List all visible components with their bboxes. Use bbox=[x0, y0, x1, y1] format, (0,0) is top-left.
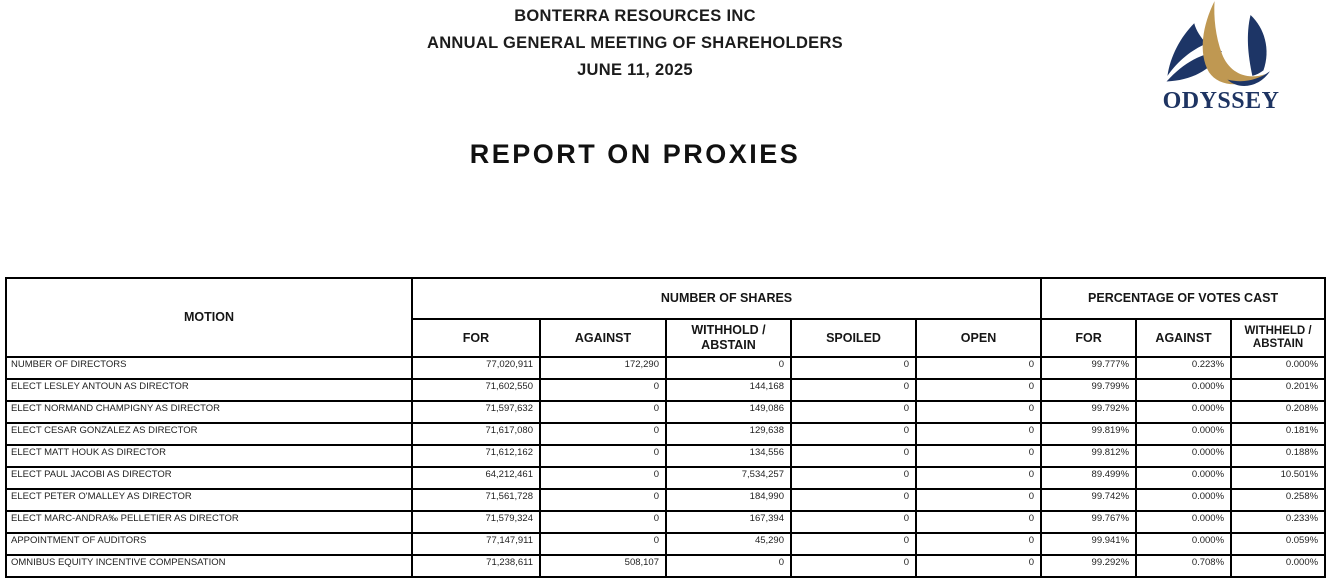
value-cell: 77,020,911 bbox=[412, 357, 540, 379]
value-cell: 0 bbox=[791, 511, 916, 533]
value-cell: 89.499% bbox=[1041, 467, 1136, 489]
value-cell: 0.188% bbox=[1231, 445, 1325, 467]
table-row bbox=[6, 423, 1325, 445]
value-cell: 167,394 bbox=[666, 511, 791, 533]
value-cell: 99.767% bbox=[1041, 511, 1136, 533]
shares-against-header: AGAINST bbox=[540, 319, 666, 357]
value-cell: 129,638 bbox=[666, 423, 791, 445]
value-cell: 71,579,324 bbox=[412, 511, 540, 533]
motion-cell: ELECT PETER O'MALLEY AS DIRECTOR bbox=[6, 489, 412, 511]
motion-cell: ELECT NORMAND CHAMPIGNY AS DIRECTOR bbox=[6, 401, 412, 423]
value-cell: 71,612,162 bbox=[412, 445, 540, 467]
value-cell: 64,212,461 bbox=[412, 467, 540, 489]
motion-cell: ELECT PAUL JACOBI AS DIRECTOR bbox=[6, 467, 412, 489]
value-cell: 0.000% bbox=[1231, 357, 1325, 379]
value-cell: 10.501% bbox=[1231, 467, 1325, 489]
value-cell: 99.812% bbox=[1041, 445, 1136, 467]
table-row bbox=[6, 489, 1325, 511]
value-cell: 0 bbox=[666, 357, 791, 379]
shares-group-header: NUMBER OF SHARES bbox=[412, 278, 1041, 319]
value-cell: 0 bbox=[540, 423, 666, 445]
value-cell: 0 bbox=[791, 445, 916, 467]
value-cell: 0.181% bbox=[1231, 423, 1325, 445]
value-cell: 0 bbox=[791, 423, 916, 445]
value-cell: 144,168 bbox=[666, 379, 791, 401]
value-cell: 99.292% bbox=[1041, 555, 1136, 577]
pct-for-header: FOR bbox=[1041, 319, 1136, 357]
value-cell: 0 bbox=[540, 467, 666, 489]
value-cell: 184,990 bbox=[666, 489, 791, 511]
value-cell: 0.000% bbox=[1136, 511, 1231, 533]
motion-cell: ELECT LESLEY ANTOUN AS DIRECTOR bbox=[6, 379, 412, 401]
value-cell: 0.208% bbox=[1231, 401, 1325, 423]
value-cell: 0 bbox=[666, 555, 791, 577]
shares-for-header: FOR bbox=[412, 319, 540, 357]
value-cell: 99.742% bbox=[1041, 489, 1136, 511]
value-cell: 99.941% bbox=[1041, 533, 1136, 555]
odyssey-sail-icon bbox=[1161, 1, 1281, 89]
value-cell: 71,617,080 bbox=[412, 423, 540, 445]
value-cell: 71,561,728 bbox=[412, 489, 540, 511]
shares-withhold-header: WITHHOLD / ABSTAIN bbox=[666, 319, 791, 357]
value-cell: 0 bbox=[916, 379, 1041, 401]
value-cell: 0.000% bbox=[1136, 423, 1231, 445]
table-row bbox=[6, 533, 1325, 555]
value-cell: 0 bbox=[791, 379, 916, 401]
value-cell: 0.059% bbox=[1231, 533, 1325, 555]
table-row bbox=[6, 445, 1325, 467]
value-cell: 0.000% bbox=[1136, 379, 1231, 401]
value-cell: 99.819% bbox=[1041, 423, 1136, 445]
value-cell: 172,290 bbox=[540, 357, 666, 379]
document-header bbox=[0, 8, 1270, 89]
value-cell: 71,597,632 bbox=[412, 401, 540, 423]
company-name: BONTERRA RESOURCES INC bbox=[514, 7, 756, 25]
value-cell: 0 bbox=[916, 401, 1041, 423]
value-cell: 0.708% bbox=[1136, 555, 1231, 577]
motion-column-header: MOTION bbox=[6, 278, 412, 357]
value-cell: 0 bbox=[540, 445, 666, 467]
table-row bbox=[6, 357, 1325, 379]
motion-cell: ELECT MATT HOUK AS DIRECTOR bbox=[6, 445, 412, 467]
value-cell: 0 bbox=[916, 533, 1041, 555]
value-cell: 0.201% bbox=[1231, 379, 1325, 401]
value-cell: 0.000% bbox=[1136, 401, 1231, 423]
value-cell: 0 bbox=[540, 401, 666, 423]
value-cell: 0 bbox=[791, 467, 916, 489]
motion-cell: NUMBER OF DIRECTORS bbox=[6, 357, 412, 379]
value-cell: 77,147,911 bbox=[412, 533, 540, 555]
value-cell: 0 bbox=[791, 357, 916, 379]
shares-spoiled-header: SPOILED bbox=[791, 319, 916, 357]
value-cell: 149,086 bbox=[666, 401, 791, 423]
meeting-date: JUNE 11, 2025 bbox=[577, 61, 693, 79]
value-cell: 71,602,550 bbox=[412, 379, 540, 401]
value-cell: 7,534,257 bbox=[666, 467, 791, 489]
value-cell: 0 bbox=[916, 357, 1041, 379]
value-cell: 0 bbox=[540, 379, 666, 401]
value-cell: 0.233% bbox=[1231, 511, 1325, 533]
value-cell: 99.792% bbox=[1041, 401, 1136, 423]
value-cell: 0.000% bbox=[1231, 555, 1325, 577]
value-cell: 0 bbox=[916, 511, 1041, 533]
value-cell: 99.799% bbox=[1041, 379, 1136, 401]
odyssey-logo bbox=[1152, 1, 1290, 113]
value-cell: 71,238,611 bbox=[412, 555, 540, 577]
table-row bbox=[6, 379, 1325, 401]
value-cell: 0.000% bbox=[1136, 445, 1231, 467]
table-row bbox=[6, 555, 1325, 577]
pct-group-header: PERCENTAGE OF VOTES CAST bbox=[1041, 278, 1325, 319]
value-cell: 0.000% bbox=[1136, 467, 1231, 489]
motion-cell: OMNIBUS EQUITY INCENTIVE COMPENSATION bbox=[6, 555, 412, 577]
value-cell: 0 bbox=[540, 533, 666, 555]
value-cell: 0.000% bbox=[1136, 489, 1231, 511]
value-cell: 0 bbox=[540, 489, 666, 511]
value-cell: 134,556 bbox=[666, 445, 791, 467]
value-cell: 0.223% bbox=[1136, 357, 1231, 379]
value-cell: 99.777% bbox=[1041, 357, 1136, 379]
proxy-results-table bbox=[5, 277, 1326, 578]
value-cell: 0.258% bbox=[1231, 489, 1325, 511]
value-cell: 0 bbox=[791, 401, 916, 423]
value-cell: 0 bbox=[791, 533, 916, 555]
table-row bbox=[6, 401, 1325, 423]
value-cell: 0 bbox=[916, 489, 1041, 511]
value-cell: 0 bbox=[916, 423, 1041, 445]
value-cell: 0 bbox=[916, 467, 1041, 489]
value-cell: 508,107 bbox=[540, 555, 666, 577]
shares-open-header: OPEN bbox=[916, 319, 1041, 357]
logo-wordmark: ODYSSEY bbox=[1162, 88, 1280, 114]
value-cell: 0 bbox=[916, 445, 1041, 467]
pct-withheld-header: WITHHELD / ABSTAIN bbox=[1231, 319, 1325, 357]
motion-cell: APPOINTMENT OF AUDITORS bbox=[6, 533, 412, 555]
value-cell: 45,290 bbox=[666, 533, 791, 555]
proxy-table-body bbox=[6, 357, 1325, 577]
table-row bbox=[6, 467, 1325, 489]
report-title: REPORT ON PROXIES bbox=[469, 139, 801, 169]
value-cell: 0 bbox=[540, 511, 666, 533]
motion-cell: ELECT MARC-ANDRA‰ PELLETIER AS DIRECTOR bbox=[6, 511, 412, 533]
table-row bbox=[6, 511, 1325, 533]
value-cell: 0.000% bbox=[1136, 533, 1231, 555]
pct-against-header: AGAINST bbox=[1136, 319, 1231, 357]
value-cell: 0 bbox=[791, 489, 916, 511]
motion-cell: ELECT CESAR GONZALEZ AS DIRECTOR bbox=[6, 423, 412, 445]
value-cell: 0 bbox=[791, 555, 916, 577]
value-cell: 0 bbox=[916, 555, 1041, 577]
meeting-title: ANNUAL GENERAL MEETING OF SHAREHOLDERS bbox=[427, 34, 843, 52]
